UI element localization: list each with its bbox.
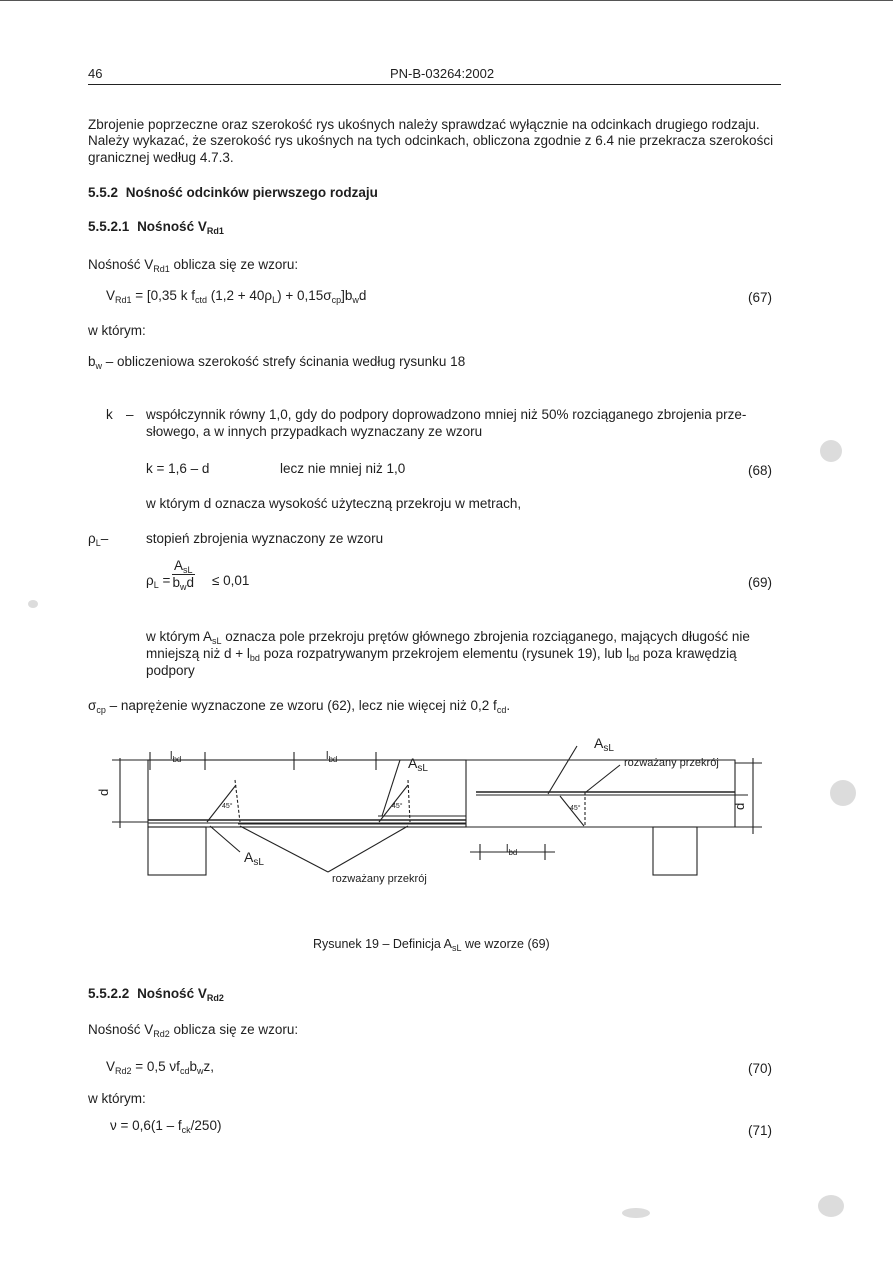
d-definition: w którym d oznacza wysokość użyteczną przekroju w metrach, (146, 496, 522, 511)
asl-label-right: $A_{sL}$ (594, 735, 614, 754)
intro-line-2: Należy wykazać, że szerokość rys ukośnych na tych odcinkach, obliczona zgodnie z 6.4 nie przekracza szerokości (88, 133, 774, 148)
asl-definition-line-2: mniejszą niż $d + l_{bd}$ poza rozpatrywanym przekrojem elementu (rysunek 19), lub $l_{bd}$ poza krawędzią (146, 646, 737, 663)
equation-68-condition: lecz nie mniej niż 1,0 (280, 461, 406, 476)
scan-speck (622, 1208, 650, 1218)
scan-speck (830, 780, 856, 806)
figure-19-caption: Rysunek 19 – Definicja $A_{sL}$ we wzorze (69) (313, 937, 550, 953)
equation-number-69: (69) (748, 575, 773, 590)
equation-number-71: (71) (748, 1123, 773, 1138)
fraction-denominator: $b_wd$ (172, 575, 195, 592)
equation-67: $V_{Rd1} = [0,35$ k $f_{ctd}$ $(1,2 + 40\rho_L) + 0,15\sigma_{cp}]b_wd$ (106, 288, 367, 305)
section-label-right: rozważany przekrój (624, 757, 719, 769)
section-5-5-2-1-heading (88, 218, 224, 236)
asl-leader-bottom (210, 826, 240, 852)
left-support (148, 827, 206, 875)
standard-code: PN-B-03264:2002 (390, 66, 495, 81)
section-title: Nośność odcinków pierwszego rodzaju (125, 185, 378, 200)
angle-label-right: 45° (392, 803, 403, 810)
asl-label-bottom: $A_{sL}$ (244, 849, 264, 868)
right-support (653, 827, 697, 875)
w-ktorym-label: w którym: (88, 323, 146, 338)
asl-definition-line-1: w którym $A_{sL}$ oznacza pole przekroju prętów głównego zbrojenia rozciąganego, mających długość nie (146, 629, 750, 646)
header-rule (88, 84, 781, 85)
asl-label-top: $A_{sL}$ (408, 755, 428, 774)
asl-leader-right (548, 746, 577, 794)
k-symbol: k (106, 407, 113, 422)
intro-line-3: granicznej według 4.7.3. (88, 150, 234, 165)
k-dash: – (126, 407, 134, 422)
equation-number-70: (70) (748, 1061, 773, 1076)
section-number: 5.5.2 (88, 185, 119, 200)
equation-number-68: (68) (748, 463, 773, 478)
asl-definition-line-3: podpory (146, 663, 195, 678)
equation-69-rhs: ≤ 0,01 (212, 573, 250, 588)
section-leader-right (328, 826, 408, 872)
equation-71: $\nu = 0,6(1 - f_{ck}/250)$ (110, 1118, 222, 1135)
equation-68-formula: k = 1,6 – d (146, 461, 210, 476)
section-label-left: rozważany przekrój (332, 873, 427, 885)
section-number: 5.5.2.2 (88, 986, 130, 1001)
sigma-cp-definition: $\sigma_{cp}$ – naprężenie wyznaczone ze wzoru (62), lecz nie więcej niż 0,2 $f_{cd}$. (88, 698, 511, 715)
w-ktorym-label-2: w którym: (88, 1091, 146, 1106)
left-section-line (235, 780, 240, 822)
angle-label-left: 45° (222, 803, 233, 810)
section-title: Nośność $V_{Rd2}$ (137, 986, 224, 1003)
section-5-5-2-heading (88, 184, 378, 202)
lbd-label-right: $l_{bd}$ (506, 843, 518, 857)
intro-line-1: Zbrojenie poprzeczne oraz szerokość rys ukośnych należy sprawdzać wyłącznie na odcinkach drugiego rodzaju. (88, 117, 760, 132)
page-top-edge (0, 0, 893, 1)
rho-symbol: $\rho_L-$ (88, 531, 109, 548)
bw-definition: $b_w$ – obliczeniowa szerokość strefy ścinania według rysunku 18 (88, 354, 466, 371)
vrd2-intro: Nośność $V_{Rd2}$ oblicza się ze wzoru: (88, 1022, 299, 1039)
fraction-numerator: $A_{sL}$ (174, 558, 193, 575)
right-beam-outline (462, 760, 735, 827)
section-number: 5.5.2.1 (88, 219, 130, 234)
vrd1-intro: Nośność $V_{Rd1}$ oblicza się ze wzoru: (88, 257, 299, 274)
scan-speck (820, 440, 842, 462)
k-definition-line-2: słowego, a w innych przypadkach wyznaczany ze wzoru (146, 424, 483, 439)
scan-speck (818, 1195, 844, 1217)
page-number: 46 (88, 66, 103, 81)
equation-number-67: (67) (748, 290, 773, 305)
equation-70: $V_{Rd2} = 0,5$ $\nu f_{cd}b_wz$, (106, 1059, 214, 1076)
section-leader-right-beam (586, 765, 620, 792)
section-5-5-2-2-heading (88, 985, 224, 1003)
lbd-label-middle: $l_{bd}$ (326, 750, 338, 764)
equation-69-fraction (172, 558, 195, 591)
lbd-label-left: $l_{bd}$ (170, 750, 182, 764)
angle-label-right-beam: 45° (570, 805, 581, 812)
section-title: Nośność $V_{Rd1}$ (137, 219, 224, 236)
rho-definition: stopień zbrojenia wyznaczony ze wzoru (146, 531, 384, 546)
d-label-right: d (732, 802, 747, 810)
k-definition-line-1: współczynnik równy 1,0, gdy do podpory doprowadzono mniej niż 50% rozciąganego zbrojenia prze- (146, 407, 747, 422)
equation-69-lhs: $\rho_L$ = (146, 573, 171, 590)
figure-19 (0, 730, 893, 915)
scan-speck (28, 600, 38, 608)
d-label-left: d (96, 788, 111, 796)
